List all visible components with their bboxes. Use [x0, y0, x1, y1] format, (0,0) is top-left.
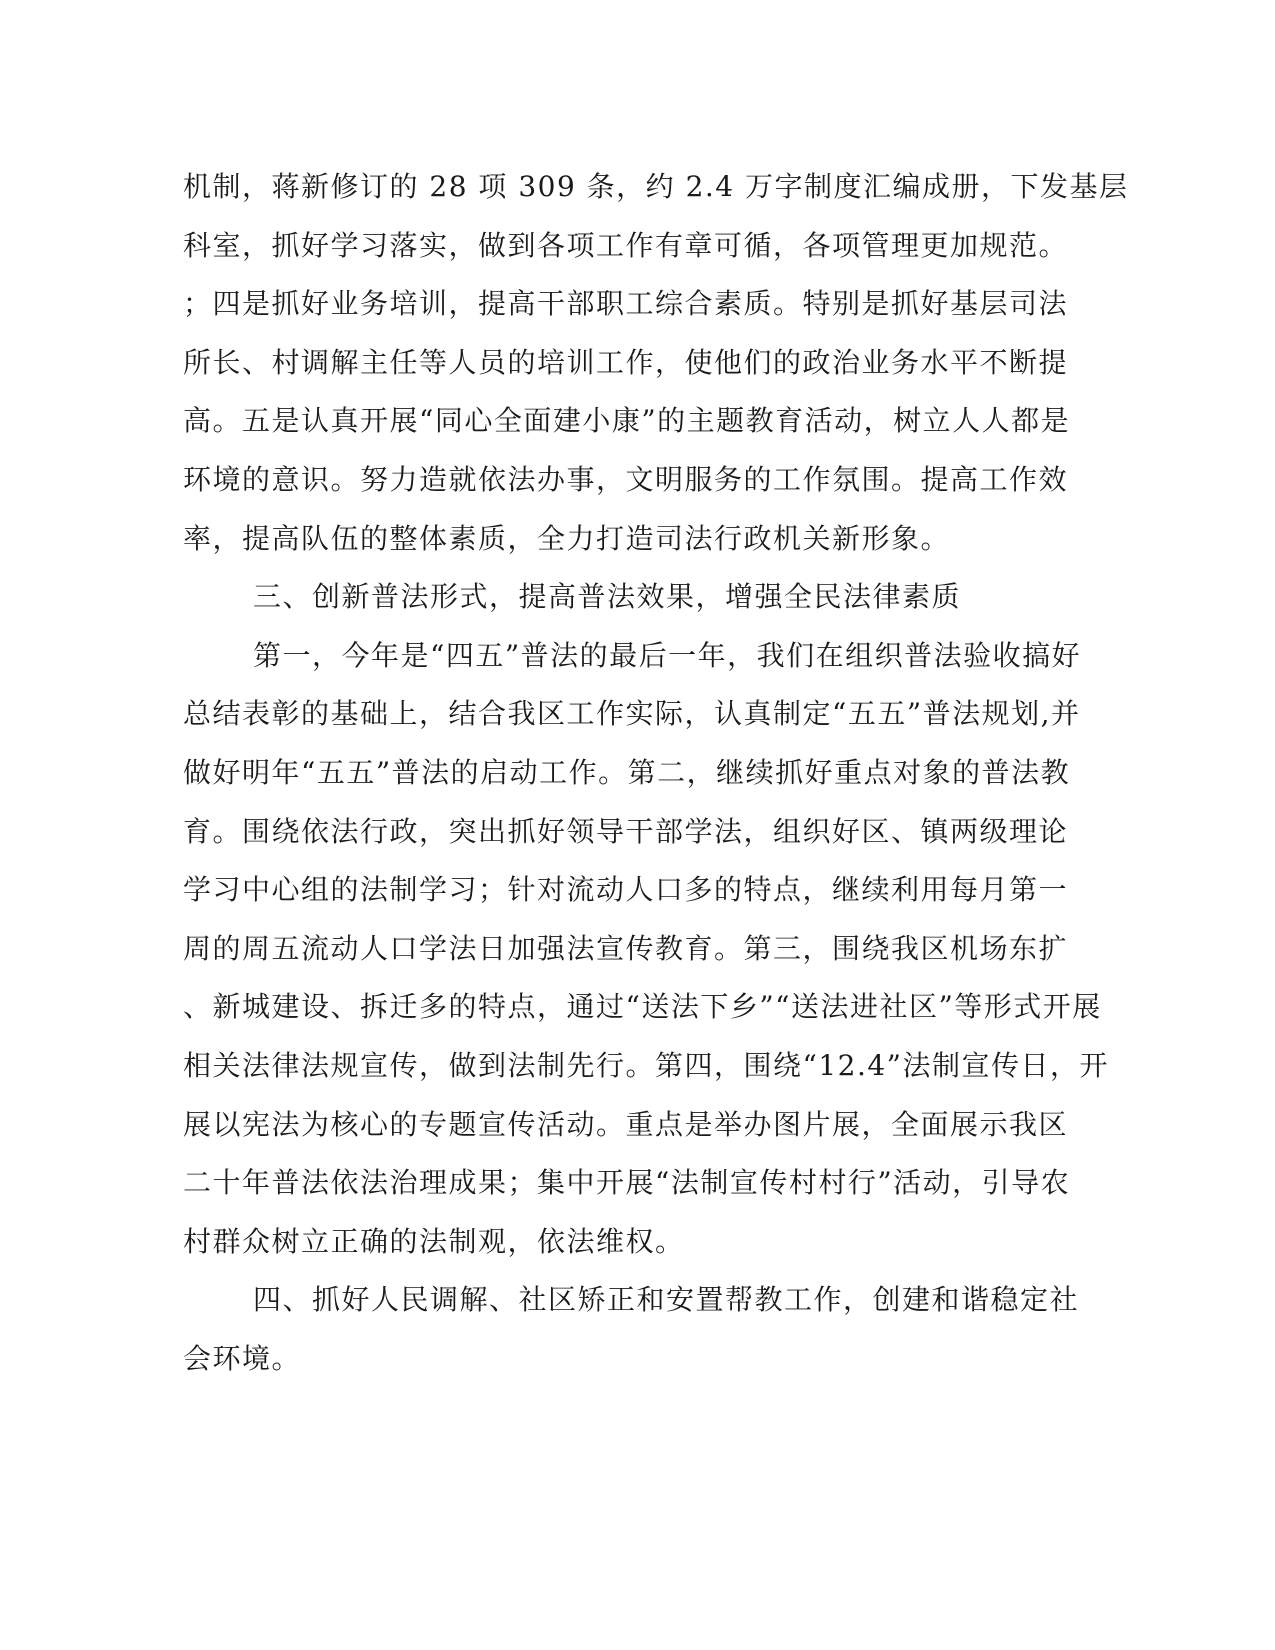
text-line: 展以宪法为核心的专题宣传活动。重点是举办图片展，全面展示我区	[183, 1107, 1069, 1141]
text-line: 率，提高队伍的整体素质，全力打造司法行政机关新形象。	[183, 521, 951, 555]
text-line: 所长、村调解主任等人员的培训工作，使他们的政治业务水平不断提	[183, 345, 1069, 379]
paragraph-start: 第一，今年是“四五”普法的最后一年，我们在组织普法验收搞好	[253, 638, 1082, 672]
text-line: 相关法律法规宣传，做到法制先行。第四，围绕“12.4”法制宣传日，开	[183, 1048, 1109, 1082]
text-line: 周的周五流动人口学法日加强法宣传教育。第三，围绕我区机场东扩	[183, 931, 1069, 965]
text-line: 育。围绕依法行政，突出抓好领导干部学法，组织好区、镇两级理论	[183, 814, 1069, 848]
section-heading-4: 四、抓好人民调解、社区矫正和安置帮教工作，创建和谐稳定社	[253, 1283, 1080, 1317]
section-heading-3: 三、创新普法形式，提高普法效果，增强全民法律素质	[253, 580, 962, 614]
text-line: 村群众树立正确的法制观，依法维权。	[183, 1224, 685, 1258]
text-line: 二十年普法依法治理成果；集中开展“法制宣传村村行”活动，引导农	[183, 1166, 1071, 1200]
text-line: 高。五是认真开展“同心全面建小康”的主题教育活动，树立人人都是	[183, 404, 1071, 438]
text-line: 会环境。	[183, 1341, 302, 1375]
text-line: 、新城建设、拆迁多的特点，通过“送法下乡”“送法进社区”等形式开展	[183, 990, 1102, 1024]
text-line: 机制，蒋新修订的 28 项 309 条，约 2.4 万字制度汇编成册，下发基层	[183, 170, 1129, 203]
text-line: ；四是抓好业务培训，提高干部职工综合素质。特别是抓好基层司法	[183, 287, 1069, 321]
text-line: 科室，抓好学习落实，做到各项工作有章可循，各项管理更加规范。	[183, 228, 1069, 262]
document-body	[183, 158, 1129, 1388]
text-line: 总结表彰的基础上，结合我区工作实际，认真制定“五五”普法规划,并	[183, 697, 1081, 731]
text-line: 学习中心组的法制学习；针对流动人口多的特点，继续利用每月第一	[183, 873, 1069, 907]
text-line: 做好明年“五五”普法的启动工作。第二，继续抓好重点对象的普法教	[183, 755, 1071, 789]
text-line: 环境的意识。努力造就依法办事，文明服务的工作氛围。提高工作效	[183, 462, 1069, 496]
